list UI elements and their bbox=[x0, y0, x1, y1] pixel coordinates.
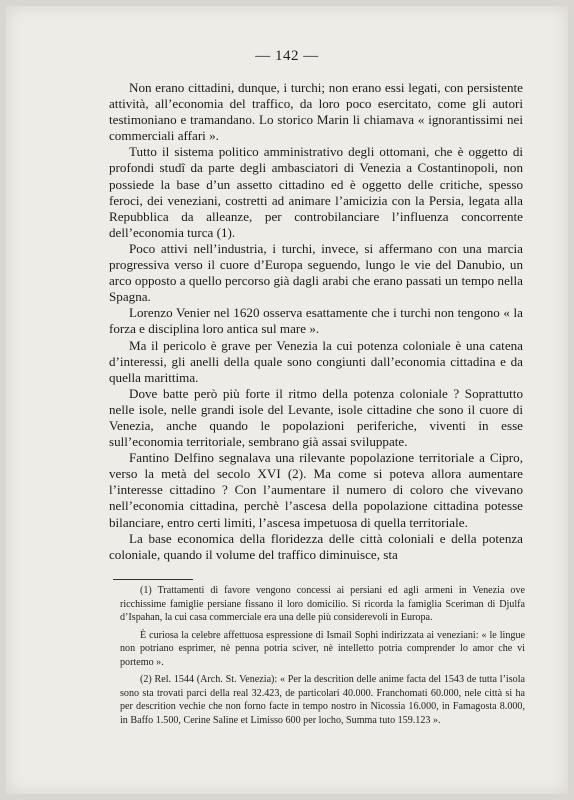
paragraph: Tutto il sistema politico amministrativo degli ottomani, che è oggetto di profondi studî da parte degli ambasciatori di Venezia a Costantinopoli, non possiede la base d’un assetto cittadino ed è oggetto delle critiche, spesso feroci, dei veneziani, costretti ad animare l’amicizia con la Persia, legata alla Repubblica da alleanze, per controbilanciare l’influenza concorrente dell’economia turca (1). bbox=[109, 144, 523, 240]
paragraph: Dove batte però più forte il ritmo della potenza coloniale ? Soprattutto nelle isole, nelle grandi isole del Levante, isole cittadine che sono il cuore di Venezia, anche quando le popolazioni periferiche, viventi in esse sull’economia territoriale, sembrano già assai sviluppate. bbox=[109, 385, 523, 450]
footnotes bbox=[120, 584, 525, 727]
paragraph: Non erano cittadini, dunque, i turchi; non erano essi legati, con persistente attività, all’economia del traffico, da loro poco esercitato, come gli autori testimoniano e tramandano. Lo storico Marin li chiamava « ignorantissimi nei commerciali affari ». bbox=[109, 80, 523, 144]
book-page bbox=[6, 6, 568, 794]
paragraph: Fantino Delfino segnalava una rilevante popolazione territoriale a Cipro, verso la metà del secolo XVI (2). Ma come si poteva allora aumentare l’interesse cittadino ? Con l’aumentare il numero di coloro che vivevano nell’economia cittadina, perchè l’ascesa della popolazione cittadina potesse bilanciare, entro certi limiti, l’ascesa impetuosa di quella territoriale. bbox=[109, 450, 523, 530]
paragraph: La base economica della floridezza delle città coloniali e della potenza coloniale, quando il volume del traffico diminuisce, sta bbox=[109, 530, 523, 562]
paragraph: Poco attivi nell’industria, i turchi, invece, si affermano con una marcia progressiva verso il cuore d’Europa seguendo, lungo le vie del Danubio, un arco opposto a quello percorso già dagli arabi che erano passati un tempo nella Spagna. bbox=[109, 240, 523, 305]
footnote-divider bbox=[113, 579, 193, 580]
paragraph: Lorenzo Venier nel 1620 osserva esattamente che i turchi non tengono « la forza e disciplina loro antica sul mare ». bbox=[109, 305, 523, 337]
page-number: — 142 — bbox=[255, 48, 319, 64]
footnote: È curiosa la celebre affettuosa espressione di Ismail Sophi indirizzata ai veneziani: « le lingue non potriano esprimer, nè penna potria sciver, nè intelletto potria comprender lo amor che vi portemo ». bbox=[120, 629, 525, 668]
body-text bbox=[109, 73, 523, 563]
footnote: (1) Trattamenti di favore vengono concessi ai persiani ed agli armeni in Venezia ove ricchissime famiglie persiane fissano il loro domicilio. Si ricorda la famiglia Sceriman di Djulfa d’Ispahan, la cui casa commerciale era una delle più considerevoli in Europa. bbox=[120, 585, 525, 623]
paragraph: Ma il pericolo è grave per Venezia la cui potenza coloniale è una catena d’interessi, gli anelli della quale sono congiunti dall’economia cittadina e da quella marittima. bbox=[109, 337, 523, 385]
footnote: (2) Rel. 1544 (Arch. St. Venezia): « Per la descrition delle anime facta del 1543 de tutta l’isola sono sta trovati parci della real 32.423, de particolari 40.000. Franchomati 60.000, nele città si ha per descrition vechie che non forno facte in tempo nostro in Nicossia 16.000, in Famagosta 8.000, in Baffo 1.500, Cerine Saline et Limisso 600 per locho, Summa tuto 159.123 ». bbox=[120, 674, 525, 726]
